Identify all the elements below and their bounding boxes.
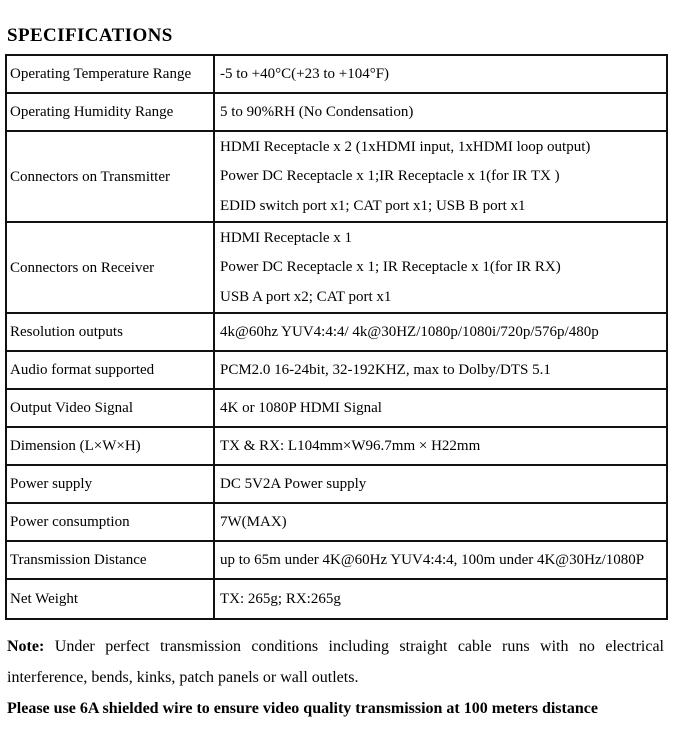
spec-value (215, 580, 666, 618)
spec-label: Operating Humidity Range (7, 94, 215, 130)
page-title: SPECIFICATIONS (7, 25, 173, 46)
spec-value (215, 314, 666, 350)
spec-value-line: PCM2.0 16-24bit, 32-192KHZ, max to Dolby/DTS 5.1 (220, 361, 551, 378)
spec-value (215, 504, 666, 540)
spec-value-line: up to 65m under 4K@60Hz YUV4:4:4, 100m under 4K@30Hz/1080P (220, 551, 645, 568)
spec-label: Transmission Distance (7, 542, 215, 578)
spec-value (215, 94, 666, 130)
spec-value-line: USB A port x2; CAT port x1 (220, 288, 392, 305)
spec-label: Power supply (7, 466, 215, 502)
spec-label: Resolution outputs (7, 314, 215, 350)
spec-label: Connectors on Receiver (7, 223, 215, 312)
table-row-connectors-transmitter (7, 132, 666, 223)
spec-label: Net Weight (7, 580, 215, 618)
table-row-operating-humidity (7, 94, 666, 132)
spec-label: Output Video Signal (7, 390, 215, 426)
note-text: Under perfect transmission conditions including straight cable runs with no electrical (54, 638, 664, 655)
spec-label: Operating Temperature Range (7, 56, 215, 92)
spec-label: Power consumption (7, 504, 215, 540)
spec-value (215, 390, 666, 426)
table-row-net-weight (7, 580, 666, 618)
spec-value (215, 132, 666, 221)
spec-value (215, 223, 666, 312)
spec-value-line: 4K or 1080P HDMI Signal (220, 399, 382, 416)
spec-value-line: 7W(MAX) (220, 513, 287, 530)
spec-value-line: TX & RX: L104mm×W96.7mm × H22mm (220, 437, 481, 454)
warning-text: Please use 6A shielded wire to ensure video quality transmission at 100 meters distance (7, 700, 598, 717)
note-paragraph-line1 (7, 631, 664, 662)
spec-label: Audio format supported (7, 352, 215, 388)
spec-value-line: HDMI Receptacle x 2 (1xHDMI input, 1xHDMI loop output) (220, 138, 591, 155)
table-row-power-consumption (7, 504, 666, 542)
note-label: Note: (7, 638, 45, 655)
note-paragraph-line2: interference, bends, kinks, patch panels or wall outlets. (7, 669, 359, 686)
table-row-audio-format (7, 352, 666, 390)
table-row-output-video-signal (7, 390, 666, 428)
table-row-connectors-receiver (7, 223, 666, 314)
table-row-resolution-outputs (7, 314, 666, 352)
spec-value-line: Power DC Receptacle x 1; IR Receptacle x 1(for IR RX) (220, 259, 561, 275)
spec-value-line: EDID switch port x1; CAT port x1; USB B port x1 (220, 197, 526, 214)
spec-value-line: TX: 265g; RX:265g (220, 590, 341, 607)
spec-value-line: HDMI Receptacle x 1 (220, 229, 353, 246)
spec-value-line: Power DC Receptacle x 1;IR Receptacle x 1(for IR TX ) (220, 168, 560, 184)
spec-value (215, 56, 666, 92)
table-row-power-supply (7, 466, 666, 504)
spec-label: Dimension (L×W×H) (7, 428, 215, 464)
spec-table (5, 54, 668, 620)
table-row-dimension (7, 428, 666, 466)
spec-label: Connectors on Transmitter (7, 132, 215, 221)
spec-value (215, 466, 666, 502)
notes-section (7, 631, 664, 724)
spec-value (215, 352, 666, 388)
spec-value (215, 542, 666, 578)
table-row-operating-temperature (7, 56, 666, 94)
spec-value-line: DC 5V2A Power supply (220, 475, 367, 492)
spec-value-line: 5 to 90%RH (No Condensation) (220, 103, 414, 120)
spec-value (215, 428, 666, 464)
spec-value-line: -5 to +40°C(+23 to +104°F) (220, 65, 390, 82)
spec-value-line: 4k@60hz YUV4:4:4/ 4k@30HZ/1080p/1080i/720p/576p/480p (220, 323, 599, 340)
table-row-transmission-distance (7, 542, 666, 580)
